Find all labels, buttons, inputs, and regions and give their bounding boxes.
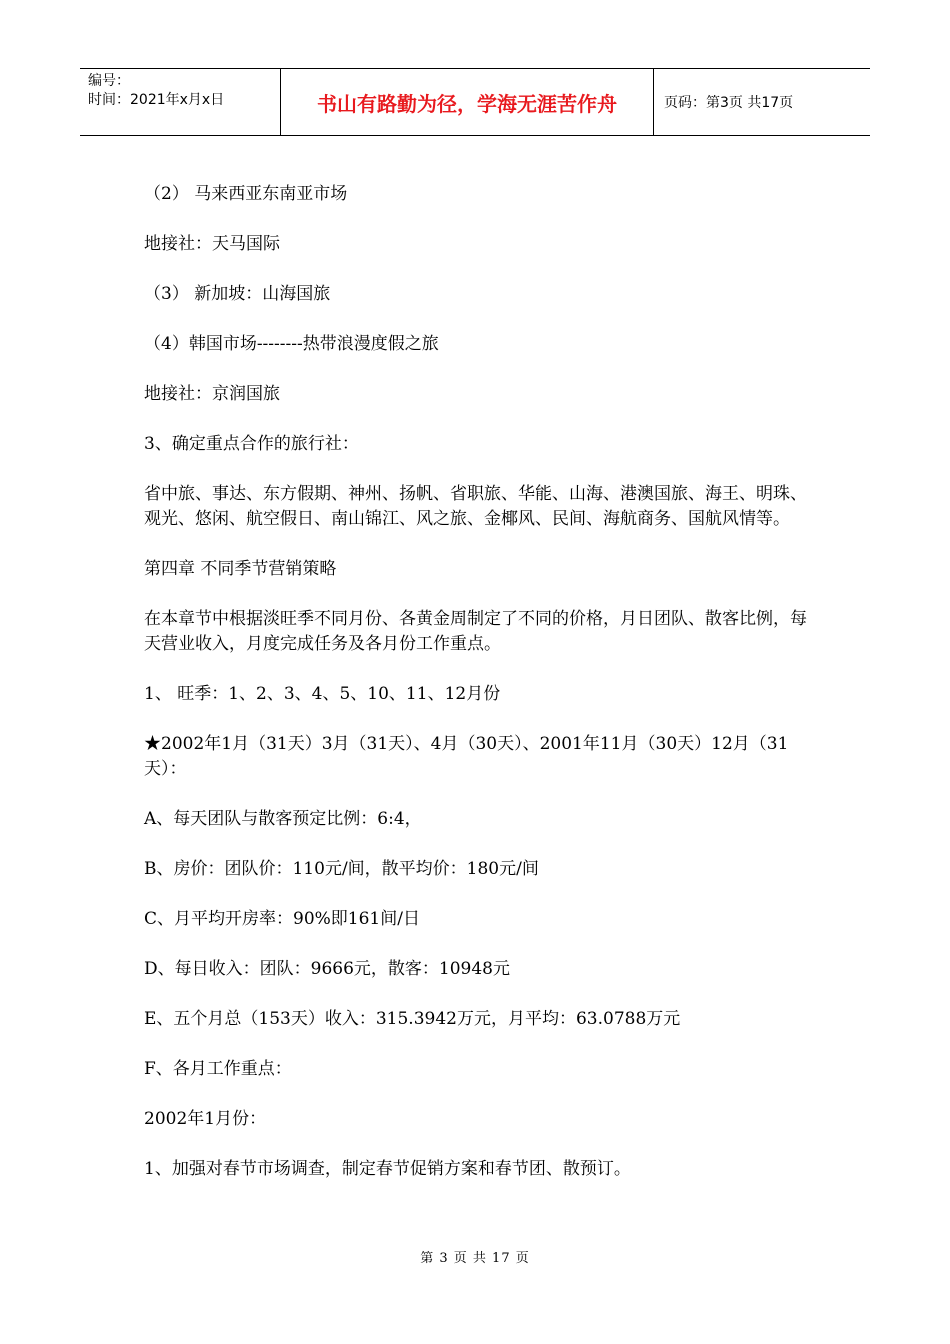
paragraph: 地接社：天马国际 [144, 234, 280, 254]
paragraph: ★2002年1月（31天）3月（31天）、4月（30天）、2001年11月（30天）12月（31天）： [144, 734, 789, 779]
paragraph: F、各月工作重点： [144, 1059, 292, 1079]
paragraph: （2） 马来西亚东南亚市场 [144, 184, 348, 204]
document-body [144, 182, 814, 1207]
paragraph: 地接社：京润国旅 [144, 384, 280, 404]
paragraph: C、月平均开房率：90%即161间/日 [144, 909, 420, 929]
header-page-number: 页码：第3页 共17页 [664, 95, 794, 111]
header-motto: 书山有路勤为径，学海无涯苦作舟 [281, 69, 654, 135]
paragraph: 省中旅、事达、东方假期、神州、扬帆、省职旅、华能、山海、港澳国旅、海王、明珠、观光、悠闲、航空假日、南山锦江、风之旅、金椰风、民间、海航商务、国航风情等。 [144, 484, 807, 529]
chapter-heading: 第四章 不同季节营销策略 [144, 559, 337, 579]
paragraph: 3、确定重点合作的旅行社： [144, 434, 359, 454]
header-meta [80, 69, 281, 135]
paragraph: B、房价：团队价：110元/间，散平均价：180元/间 [144, 859, 539, 879]
paragraph: E、五个月总（153天）收入：315.3942万元，月平均：63.0788万元 [144, 1009, 681, 1029]
paragraph: 1、加强对春节市场调查，制定春节促销方案和春节团、散预订。 [144, 1159, 631, 1179]
document-number-label: 编号： [88, 73, 130, 89]
paragraph: 1、 旺季：1、2、3、4、5、10、11、12月份 [144, 684, 501, 704]
document-time-label: 时间：2021年x月x日 [88, 92, 225, 108]
paragraph: A、每天团队与散客预定比例：6:4， [144, 809, 422, 829]
page-footer: 第 3 页 共 17 页 [420, 1251, 530, 1266]
paragraph: （4）韩国市场--------热带浪漫度假之旅 [144, 334, 439, 354]
paragraph: 2002年1月份： [144, 1109, 267, 1129]
page-header [80, 68, 870, 136]
paragraph: 在本章节中根据淡旺季不同月份、各黄金周制定了不同的价格，月日团队、散客比例，每天营业收入，月度完成任务及各月份工作重点。 [144, 609, 807, 654]
paragraph: （3） 新加坡：山海国旅 [144, 284, 331, 304]
paragraph: D、每日收入：团队：9666元，散客：10948元 [144, 959, 510, 979]
